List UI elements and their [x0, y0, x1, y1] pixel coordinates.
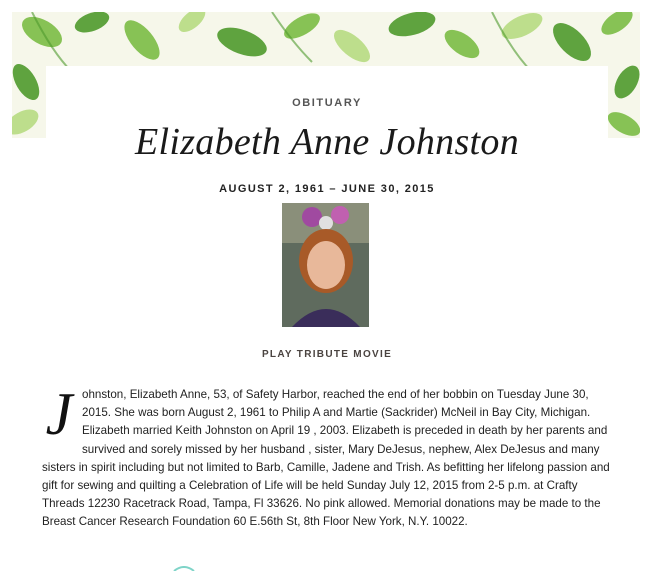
drop-cap: J	[45, 381, 73, 447]
life-dates: AUGUST 2, 1961 – JUNE 30, 2015	[219, 183, 435, 195]
portrait-photo	[282, 203, 369, 327]
section-label: OBITUARY	[292, 97, 362, 109]
play-tribute-movie-link[interactable]: PLAY TRIBUTE MOVIE	[261, 349, 393, 360]
obituary-paragraph: ohnston, Elizabeth Anne, 53, of Safety Harbor, reached the end of her bobbin on Tuesday June 30, 2015. She was born August 2, 1961 to Philip A and Martie (Sackrider) McNeil in Bay City, Michigan. Elizabeth married Keith Johnston on April 19 , 2003. Elizabeth is preceded in death by her parents and survived and sorely missed by her husband , sister, Mary DeJesus, nephew, Alex DeJesus and many sisters in spirit including but not limited to Barb, Camille, Jadene and Trish. As befitting her lifelong passion and gift for sewing and quilting a Celebration of Life will be held Sunday July 12, 2015 from 2-5 p.m. at Crafty Threads 12230 Racetrack Road, Tampa, Fl 33626. No pink allowed. Memorial donations may be made to the Breast Cancer Research Foundation 60 E.56th St, 8th Floor New York, N.Y. 10022.	[42, 388, 610, 529]
obituary-body	[42, 381, 612, 532]
deceased-name: Elizabeth Anne Johnston	[134, 121, 520, 163]
ornament-icon	[172, 566, 196, 571]
